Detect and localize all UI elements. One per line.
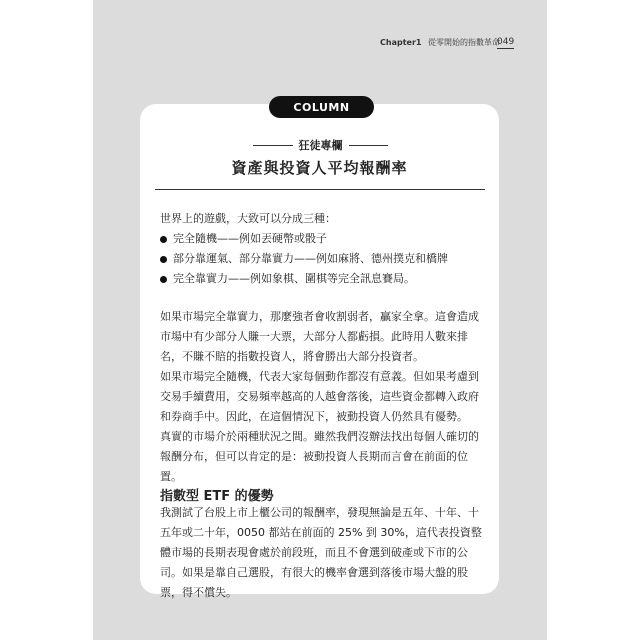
bullet-dot-icon — [160, 236, 167, 243]
bullet-dot-icon — [160, 276, 167, 283]
chapter-title: 從零開始的指數革命 — [428, 38, 500, 47]
title-divider — [155, 189, 485, 190]
column-badge: COLUMN — [269, 96, 374, 118]
bullet-dot-icon — [160, 256, 167, 263]
subtitle-left-rule — [253, 145, 293, 146]
page-number: 049 — [497, 37, 515, 47]
bullet-text: 完全靠實力——例如象棋、圍棋等完全訊息賽局。 — [173, 272, 415, 285]
running-header — [380, 37, 500, 48]
bullet-item — [160, 249, 485, 269]
intro-text: 世界上的遊戲，大致可以分成三種： — [160, 212, 336, 225]
paragraph: 如果市場完全隨機，代表大家每個動作都沒有意義。但如果考慮到交易手續費用，交易頻率越高的人越會落後，這些資金都轉入政府和券商手中。因此，在這個情況下，被動投資人仍然具有優勢。 — [160, 370, 479, 423]
bullet-item — [160, 229, 485, 249]
paragraph: 真實的市場介於兩種狀況之間。雖然我們沒辦法找出每個人確切的報酬分布，但可以肯定的是：被動投資人長期而言會在前面的位置。 — [160, 430, 479, 483]
bullet-text: 部分靠運氣、部分靠實力——例如麻將、德州撲克和橋牌 — [173, 252, 448, 265]
paragraph: 如果市場完全靠實力，那麼強者會收割弱者，贏家全拿。這會造成市場中有少部分人賺一大票，大部分人都虧損。此時用人數來排名，不賺不賠的指數投資人，將會勝出大部分投資者。 — [160, 310, 479, 363]
section-body — [160, 503, 485, 603]
column-subtitle: 狂徒專欄 — [298, 139, 343, 152]
bullet-list — [160, 229, 485, 289]
section-paragraph: 我測試了台股上市上櫃公司的報酬率，發現無論是五年、十年、十五年或二十年，0050 都站在前面的 25% 到 30%，這代表投資整體市場的長期表現會處於前段班，而且不會選到破產或下市的公司。如果是靠自己選股，有很大的機率會選到落後市場大盤的股票，得不償失。 — [160, 506, 482, 599]
chapter-label: Chapter1 — [380, 38, 422, 47]
intro-block — [160, 209, 485, 289]
column-subtitle-row — [253, 138, 388, 152]
bullet-item — [160, 269, 485, 289]
section-heading: 指數型 ETF 的優勢 — [160, 489, 274, 504]
body-paragraphs — [160, 307, 485, 487]
column-title: 資產與投資人平均報酬率 — [231, 159, 408, 177]
bullet-text: 完全隨機——例如丟硬幣或骰子 — [173, 232, 327, 245]
subtitle-right-rule — [349, 145, 389, 146]
